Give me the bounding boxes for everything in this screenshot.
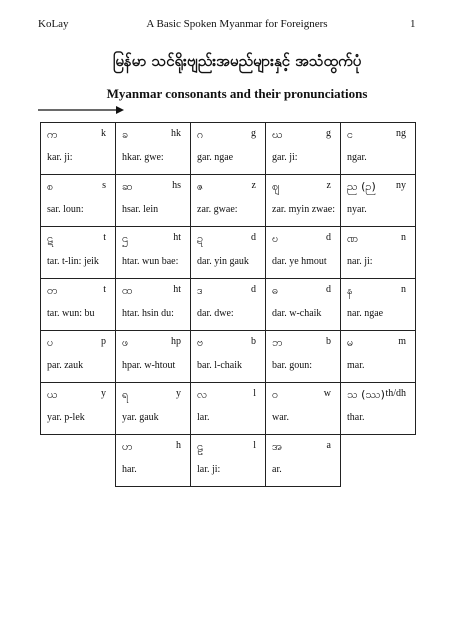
- consonant-letter: က: [47, 128, 58, 141]
- consonant-letter: သ (ဿ): [347, 388, 385, 401]
- table-row: [41, 383, 416, 435]
- consonant-cell: [341, 175, 416, 227]
- romanization: hk: [171, 128, 181, 139]
- consonant-name: lar. ji:: [197, 464, 221, 475]
- consonant-cell: [116, 175, 191, 227]
- consonant-name: kar. ji:: [47, 152, 73, 163]
- romanization: ny: [396, 180, 406, 191]
- consonant-cell: [116, 383, 191, 435]
- romanization: h: [176, 440, 181, 451]
- consonant-name: zar. myin zwae:: [272, 204, 336, 215]
- consonant-letter: ဖ: [122, 336, 129, 349]
- consonant-letter: ဒ: [197, 284, 203, 297]
- consonant-letter: ဗ: [197, 336, 204, 349]
- romanization: k: [101, 128, 106, 139]
- consonant-name: ar.: [272, 464, 282, 475]
- consonant-name: mar.: [347, 360, 365, 371]
- consonant-cell: [191, 175, 266, 227]
- consonant-cell: [41, 227, 116, 279]
- consonant-cell: [191, 383, 266, 435]
- romanization: g: [251, 128, 256, 139]
- consonant-letter: ဋ: [47, 232, 54, 245]
- romanization: w: [323, 388, 331, 399]
- romanization: g: [326, 128, 331, 139]
- romanization: th/dh: [385, 388, 406, 399]
- romanization: p: [101, 336, 106, 347]
- consonant-letter: လ: [197, 388, 208, 401]
- consonant-cell: [341, 123, 416, 175]
- consonant-letter: ဓ: [272, 284, 279, 297]
- empty-cell: [341, 435, 416, 487]
- consonant-letter: ဏ: [347, 232, 359, 245]
- reading-direction-arrow-icon: [38, 104, 124, 116]
- consonant-cell: [116, 331, 191, 383]
- consonant-letter: ဠ: [197, 440, 204, 453]
- consonant-name: yar. p-lek: [47, 412, 85, 423]
- consonant-letter: ဈ: [272, 180, 280, 193]
- romanization: s: [102, 180, 106, 191]
- table-row: [41, 331, 416, 383]
- consonant-cell: [341, 331, 416, 383]
- consonant-table: [40, 122, 416, 487]
- romanization: y: [176, 388, 181, 399]
- consonant-name: htar. hsin du:: [122, 308, 174, 319]
- consonant-letter: ပ: [47, 336, 54, 349]
- romanization: l: [253, 440, 256, 451]
- table-row: [41, 279, 416, 331]
- consonant-cell: [116, 279, 191, 331]
- romanization: b: [326, 336, 331, 347]
- consonant-cell: [266, 123, 341, 175]
- romanization: l: [253, 388, 256, 399]
- consonant-letter: ဆ: [122, 180, 133, 193]
- consonant-letter: ဍ: [197, 232, 204, 245]
- consonant-name: yar. gauk: [122, 412, 159, 423]
- consonant-name: hsar. lein: [122, 204, 159, 215]
- consonant-name: dar. dwe:: [197, 308, 234, 319]
- consonant-name: sar. loun:: [47, 204, 84, 215]
- consonant-cell: [266, 331, 341, 383]
- page-title-myanmar: မြန်မာ သင်ရိုးဗျည်းအမည်များနှင့် အသံထွက်ပုံ: [112, 52, 362, 70]
- romanization: z: [326, 180, 331, 191]
- consonant-name: war.: [272, 412, 289, 423]
- consonant-letter: ခ: [122, 128, 129, 141]
- romanization: n: [401, 232, 406, 243]
- consonant-cell: [116, 435, 191, 487]
- romanization: t: [103, 284, 106, 295]
- romanization: d: [251, 232, 256, 243]
- consonant-cell: [41, 331, 116, 383]
- table-row: [41, 227, 416, 279]
- consonant-name: tar. wun: bu: [47, 308, 95, 319]
- consonant-cell: [116, 123, 191, 175]
- romanization: ng: [396, 128, 406, 139]
- empty-cell: [41, 435, 116, 487]
- consonant-letter: န: [347, 284, 353, 297]
- consonant-name: dar. ye hmout: [272, 256, 327, 267]
- consonant-cell: [41, 279, 116, 331]
- consonant-cell: [191, 227, 266, 279]
- romanization: d: [251, 284, 256, 295]
- consonant-cell: [266, 435, 341, 487]
- consonant-name: ngar.: [347, 152, 367, 163]
- consonant-letter: မ: [347, 336, 354, 349]
- header-title: A Basic Spoken Myanmar for Foreigners: [146, 18, 328, 30]
- consonant-letter: ဟ: [122, 440, 133, 453]
- consonant-name: tar. t-lin: jeik: [47, 256, 99, 267]
- consonant-name: bar. l-chaik: [197, 360, 242, 371]
- consonant-cell: [41, 175, 116, 227]
- consonant-name: nyar.: [347, 204, 367, 215]
- table-row: [41, 175, 416, 227]
- romanization: ht: [173, 284, 181, 295]
- consonant-name: har.: [122, 464, 137, 475]
- romanization: z: [251, 180, 256, 191]
- consonant-letter: ဂ: [197, 128, 204, 141]
- romanization: t: [103, 232, 106, 243]
- consonant-name: lar.: [197, 412, 210, 423]
- consonant-cell: [41, 383, 116, 435]
- consonant-letter: ဃ: [272, 128, 283, 141]
- consonant-cell: [41, 123, 116, 175]
- consonant-cell: [266, 175, 341, 227]
- consonant-cell: [341, 279, 416, 331]
- consonant-name: hkar. gwe:: [122, 152, 164, 163]
- table-row: [41, 435, 416, 487]
- consonant-name: dar. yin gauk: [197, 256, 249, 267]
- consonant-cell: [116, 227, 191, 279]
- consonant-name: thar.: [347, 412, 365, 423]
- consonant-name: gar. ji:: [272, 152, 298, 163]
- consonant-name: bar. goun:: [272, 360, 312, 371]
- consonant-letter: ဘ: [272, 336, 283, 349]
- romanization: m: [398, 336, 406, 347]
- romanization: y: [101, 388, 106, 399]
- romanization: d: [326, 284, 331, 295]
- consonant-letter: ည (ဉ): [347, 180, 376, 193]
- consonant-name: zar. gwae:: [197, 204, 238, 215]
- page-number: 1: [410, 18, 416, 30]
- consonant-name: dar. w-chaik: [272, 308, 322, 319]
- header-author: KoLay: [38, 18, 69, 30]
- consonant-cell: [341, 383, 416, 435]
- consonant-cell: [341, 227, 416, 279]
- consonant-name: htar. wun bae:: [122, 256, 179, 267]
- consonant-name: par. zauk: [47, 360, 84, 371]
- romanization: hs: [172, 180, 181, 191]
- consonant-name: gar. ngae: [197, 152, 234, 163]
- romanization: hp: [171, 336, 181, 347]
- romanization: n: [401, 284, 406, 295]
- consonant-cell: [266, 383, 341, 435]
- consonant-letter: တ: [47, 284, 58, 297]
- consonant-cell: [266, 227, 341, 279]
- consonant-cell: [266, 279, 341, 331]
- consonant-name: nar. ji:: [347, 256, 373, 267]
- consonant-cell: [191, 279, 266, 331]
- romanization: b: [251, 336, 256, 347]
- consonant-cell: [191, 123, 266, 175]
- consonant-letter: အ: [272, 440, 283, 453]
- consonant-letter: ဝ: [272, 388, 279, 401]
- consonant-letter: စ: [47, 180, 54, 193]
- table-row: [41, 123, 416, 175]
- consonant-name: nar. ngae: [347, 308, 384, 319]
- consonant-cell: [191, 331, 266, 383]
- consonant-letter: ဎ: [272, 232, 279, 245]
- romanization: ht: [173, 232, 181, 243]
- consonant-name: hpar. w-htout: [122, 360, 176, 371]
- consonant-cell: [191, 435, 266, 487]
- consonant-letter: ဇ: [197, 180, 204, 193]
- consonant-letter: ထ: [122, 284, 133, 297]
- romanization: d: [326, 232, 331, 243]
- page-title-english: Myanmar consonants and their pronunciations: [106, 86, 368, 101]
- consonant-letter: ရ: [122, 388, 129, 401]
- romanization: a: [326, 440, 331, 451]
- consonant-letter: ဌ: [122, 232, 129, 245]
- consonant-letter: င: [347, 128, 354, 141]
- consonant-letter: ယ: [47, 388, 58, 401]
